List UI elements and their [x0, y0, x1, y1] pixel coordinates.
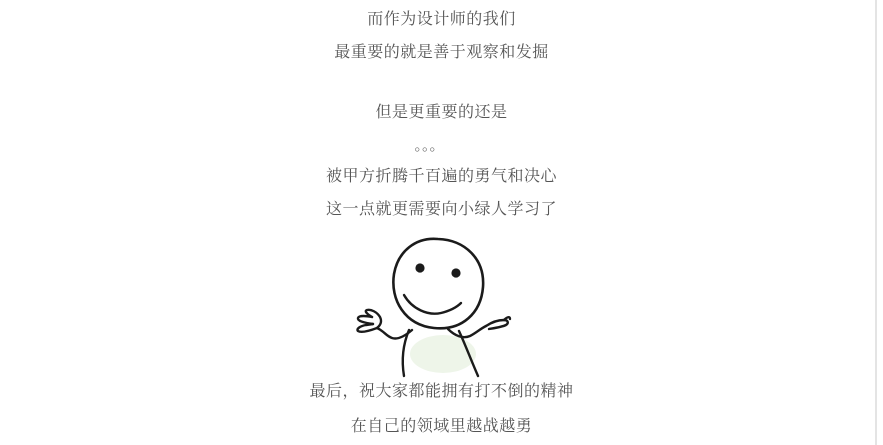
paragraph-line: 这一点就更需要向小绿人学习了	[325, 201, 557, 218]
paragraph-line: 最重要的就是善于观察和发掘	[334, 44, 549, 61]
ellipsis-dots-line: 。。。	[414, 137, 445, 154]
figure-green-tint	[410, 335, 476, 373]
shrug-smiley-doodle-image	[346, 226, 554, 380]
figure-left-eye	[415, 263, 424, 272]
paragraph-line: 但是更重要的还是	[375, 104, 508, 121]
paragraph-line: 而作为设计师的我们	[367, 11, 516, 28]
paragraph-line: 在自己的领域里越战越勇	[350, 418, 533, 435]
figure-head	[393, 239, 483, 329]
paragraph-line: 最后，祝大家都能拥有打不倒的精神	[309, 383, 574, 400]
figure-right-eye	[451, 268, 460, 277]
figure-left-hand	[357, 324, 377, 332]
content-right-border	[875, 0, 877, 445]
figure-right-hand	[486, 320, 508, 329]
paragraph-line: 被甲方折腾千百遍的勇气和决心	[325, 168, 557, 185]
